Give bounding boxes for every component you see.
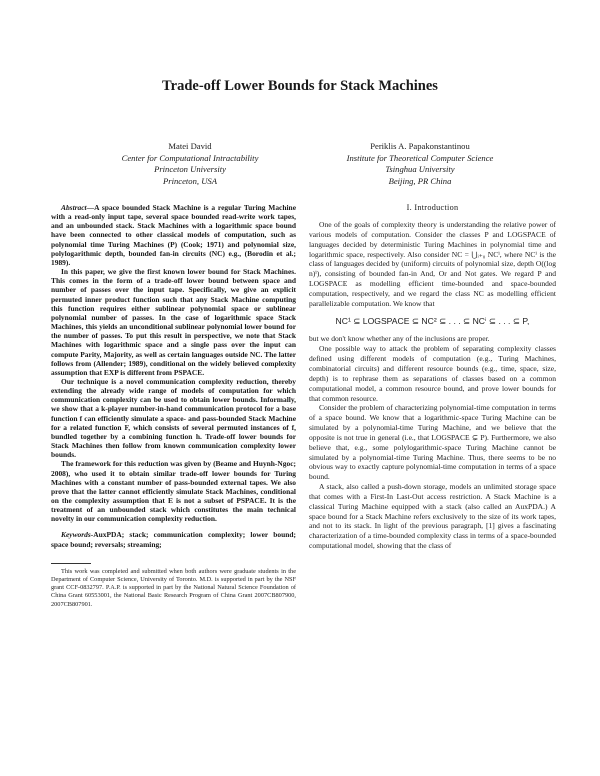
right-column (309, 203, 556, 551)
keywords-text: -AuxPDA; stack; communication complexity; lower bound; space bound; reversals; streaming; (51, 530, 296, 549)
intro-paragraph: A stack, also called a push-down storage, models an unlimited storage space that comes with a First-In Last-Out access restriction. A Stack Machine is a classical Turing Machine equipped with a stack (also called an AuxPDA.) A space bound for a Stack Machine refers exclusively to the size of its work tapes, and not to its stack. In light of the previous paragraph, [1] gives a fascinating characterization of a time-bounded complexity class in terms of a space-bounded computational model, showing that the class of (309, 482, 556, 551)
section-heading-introduction: I. Introduction (406, 203, 459, 212)
footnote-rule (51, 563, 91, 564)
inclusion-equation: NC¹ ⊆ LOGSPACE ⊆ NC² ⊆ . . . ⊆ NCⁱ ⊆ . . . ⊆ P, (335, 315, 530, 326)
left-column (51, 203, 296, 609)
paper-title: Trade-off Lower Bounds for Stack Machines (162, 78, 438, 94)
author-university: Tsinghua University (385, 164, 455, 175)
intro-paragraph: Consider the problem of characterizing polynomial-time computation in terms of a space bound. We know that a logarithmic-space Turing Machine can be simulated by a polynomial-time Turing Machine, and we believe that the opposite is not true in general (i.e., that LOGSPACE ⊊ P). Furthermore, we also believe that, e.g., some polylogarithmic-space Turing Machine cannot be simulated by a polynomial-time Turing Machine. Thus, there seems to be no obvious way to exactly capture polynomial-time computation in terms of a space bound. (309, 403, 556, 482)
author-location: Beijing, PR China (388, 175, 452, 186)
abstract-text: —A space bounded Stack Machine is a regular Turing Machine with a read-only input tape, several space bounded read-write work tapes, and an unbounded stack. Stack Machines with a logarithmic space bound have been connected to other classical models of computation, such as polynomial time Turing Machines (P) (Cook; 1971) and polynomial size, polylogarithmic depth, bounded fan-in circuits (NC) e.g., (Borodin et al.; 1989). (51, 203, 296, 267)
abstract (51, 203, 296, 523)
intro-paragraph: One possible way to attack the problem of separating complexity classes defined using different models of computation (e.g., Turing Machines, combinatorial circuits) and different resource bounds (e.g., time, space, size, depth) is to rephrase them as separations of classes based on a common computational model, a common resource bound, and prove lower bounds for that common resource. (309, 344, 556, 403)
author-name: Matei David (168, 141, 212, 151)
author-block-2 (300, 141, 540, 187)
abstract-paragraph: Our technique is a novel communication complexity reduction, thereby extending the already wide range of models of computation for which communication complexity can be used to obtain lower bounds. Informally, we show that a k-player number-in-hand communication protocol for a base function f can efficiently simulate a space- and pass-bounded Stack Machine for a related function F, which consists of several permuted instances of f, bundled together by a combining function h. Trade-off lower bounds for Stack Machines then follow from known communication complexity lower bounds. (51, 376, 296, 460)
keywords-lead: Keywords (61, 530, 91, 540)
author-name: Periklis A. Papakonstantinou (370, 141, 470, 151)
author-institution: Center for Computational Intractability (121, 152, 259, 163)
author-university: Princeton University (154, 164, 226, 175)
intro-paragraph: but we don't know whether any of the inclusions are proper. (309, 334, 490, 344)
intro-paragraph: One of the goals of complexity theory is understanding the relative power of various models of computation. Consider the classes P and LOGSPACE of languages decided by deterministic Turing Machines in polynomial time and logarithmic space, respectively. Also consider NC = ⋃ᵢ₊₀ NCⁱ, where NCⁱ is the class of languages decided by (uniform) circuits of polynomial size, depth O((log n)ⁱ), consisting of bounded fan-in And, Or and Not gates. We regard P and LOGSPACE as modelling efficient time-bounded and space-bounded computation, respectively, and we regard the class NC as modelling efficient parallelizable computation. We know that (309, 220, 556, 308)
author-institution: Institute for Theoretical Computer Science (346, 152, 494, 163)
author-block-1 (70, 141, 310, 187)
abstract-paragraph: The framework for this reduction was given by (Beame and Huynh-Ngoc; 2008), who used it to obtain similar trade-off lower bounds for Turing Machines with a constant number of pass-bounded external tapes. We also prove that the latter cannot efficiently simulate Stack Machines, conditional on the complexity assumption that E is not a subset of PSPACE. It is the treatment of an unbounded stack which constitutes the main technical novelty in our communication complexity reduction. (51, 459, 296, 524)
abstract-lead: Abstract (61, 203, 87, 212)
abstract-paragraph (51, 203, 296, 267)
author-location: Princeton, USA (163, 175, 217, 186)
footnote: This work was completed and submitted when both authors were graduate students in the Department of Computer Science, University of Toronto. M.D. is supported in part by the NSF grant CCF-0832797. P.A.P. is supported in part by the National Natural Science Foundation of China Grant 60553001, the National Basic Research Program of China Grant 2007CB807900, 2007CB807901. (51, 567, 296, 608)
abstract-paragraph: In this paper, we give the first known lower bound for Stack Machines. This comes in the form of a trade-off lower bound between space and number of passes over the input tape. Specifically, we give an explicit permuted inner product function such that any Stack Machine computing this function requires either sublinear polynomial space or sublinear polynomial number of passes. In the case of logarithmic space Stack Machines, this yields an unconditional sublinear polynomial lower bound for the number of passes. To put this result in perspective, we note that Stack Machines with logarithmic space and a single pass over the input can compute Parity, Majority, as well as certain languages outside NC. The latter follows from (Allender; 1989), conditional on the widely believed complexity assumption that EXP is different from PSPACE. (51, 267, 296, 377)
keywords (51, 530, 296, 548)
